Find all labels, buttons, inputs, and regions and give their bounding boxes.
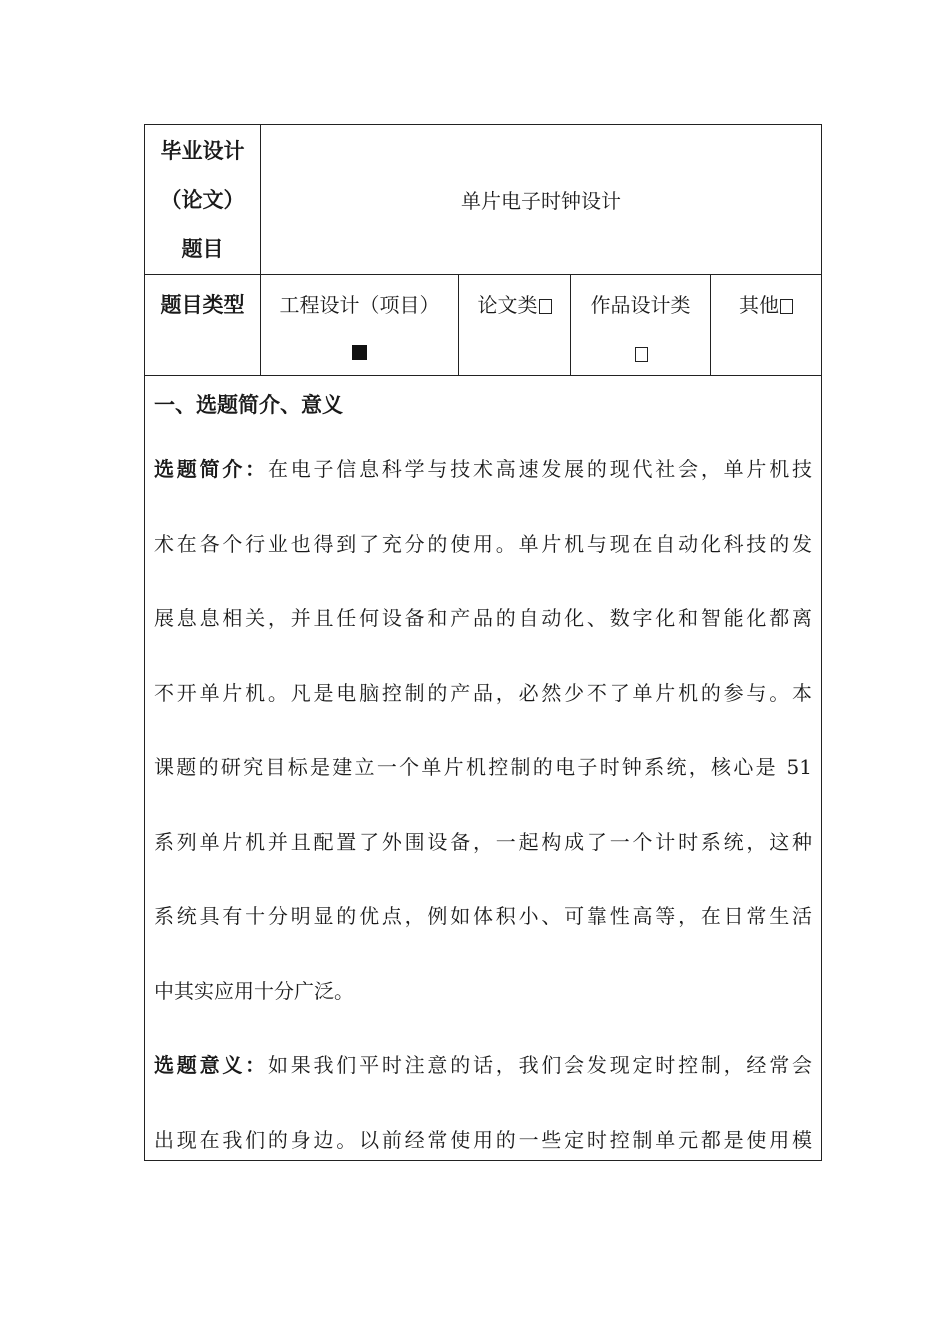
proposal-form-table (144, 124, 822, 1161)
topic-type-row (145, 275, 821, 376)
paragraph-line: 课题的研究目标是建立一个单片机控制的电子时钟系统，核心是 51 (154, 755, 812, 779)
paragraph-line: 选题意义：如果我们平时注意的话，我们会发现定时控制，经常会 (154, 1053, 813, 1077)
option-label: 其他 (739, 293, 779, 317)
title-row (145, 125, 821, 275)
checkbox-icon[interactable] (539, 299, 552, 314)
paragraph-line: 系统具有十分明显的优点，例如体积小、可靠性高等，在日常生活 (154, 904, 812, 928)
option-other[interactable] (711, 275, 821, 375)
paragraph-line: 中其实应用十分广泛。 (154, 978, 354, 1003)
paragraph-line: 出现在我们的身边。以前经常使用的一些定时控制单元都是使用模 (154, 1127, 812, 1152)
option-label: 论文类 (477, 293, 538, 317)
paragraph-line: 不开单片机。凡是电脑控制的产品，必然少不了单片机的参与。本 (154, 680, 812, 705)
paragraph-line: 术在各个行业也得到了充分的使用。单片机与现在自动化科技的发 (154, 531, 812, 556)
paragraph-line: 展息息相关，并且任何设备和产品的自动化、数字化和智能化都离 (154, 606, 812, 630)
option-work-design[interactable] (571, 275, 711, 375)
meaning-lead: 选题意义： (154, 1053, 268, 1077)
section-heading: 一、选题简介、意义 (154, 392, 343, 417)
option-thesis[interactable] (459, 275, 571, 375)
title-label-line: 题目 (181, 236, 224, 261)
paragraph-line: 选题简介：在电子信息科学与技术高速发展的现代社会，单片机技 (154, 457, 813, 481)
option-label: 作品设计类 (590, 293, 691, 317)
checkbox-icon[interactable] (635, 347, 648, 362)
intro-lead: 选题简介： (154, 457, 268, 481)
topic-type-label: 题目类型 (145, 275, 261, 375)
paragraph-line: 系列单片机并且配置了外围设备，一起构成了一个计时系统，这种 (154, 829, 812, 854)
checkbox-icon[interactable] (780, 299, 793, 314)
option-label: 工程设计（项目） (279, 293, 440, 317)
title-label-cell (145, 125, 261, 274)
section-content (145, 376, 821, 1160)
title-label-line: 毕业设计 (160, 138, 245, 163)
title-label-line: （论文） (160, 187, 245, 212)
thesis-title: 单片电子时钟设计 (461, 189, 621, 213)
checked-box-icon[interactable] (352, 345, 367, 360)
option-engineering-design[interactable] (261, 275, 459, 375)
